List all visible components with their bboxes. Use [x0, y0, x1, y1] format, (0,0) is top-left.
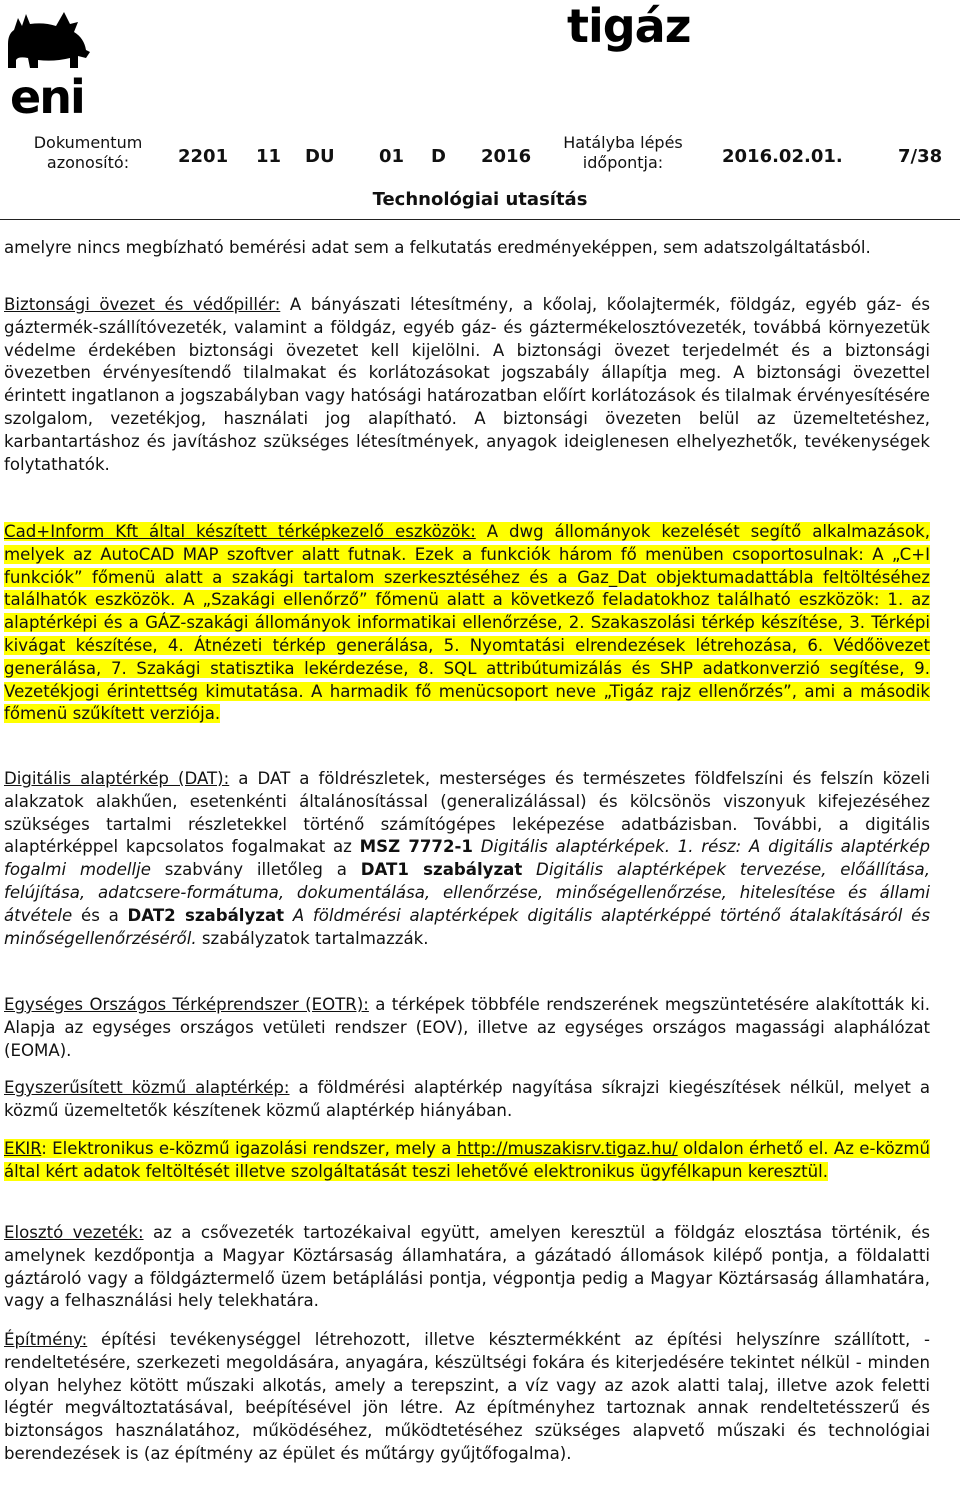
- paragraph-ekir: [4, 1138, 930, 1184]
- doc-id-part-1: 2201: [178, 146, 229, 167]
- doc-id-part-2: 11: [256, 146, 282, 167]
- tigaz-logo: tigáz: [567, 0, 691, 53]
- paragraph-text: amelyre nincs megbízható bemérési adat sem a felkutatás eredményeképpen, sem adatszolgáltatásból.: [4, 238, 871, 257]
- paragraph-dat: [4, 768, 930, 950]
- term-definition: A bányászati létesítmény, a kőolaj, kőolajtermék, földgáz, egyéb gáz- és gáztermék-szállítóvezeték, valamint a földgáz, egyéb gáz- és gáztermékelosztóvezeték, továbbá környezetük védelme érdekében biztonsági övezetet kell kijelölni. A biztonsági övezet terjedelmét és a biztonsági övezetben érvényesítendő tilalmakat és korlátozásokat jogszabály állapítja meg. A biztonsági övezettel érintett ingatlanon a jogszabályban vagy hatósági határozatban előírt korlátozások és tilalmak érvényesítésére szolgalom, vezetékjog, használati jog alapítható. A biztonsági övezeten belül az üzemeltetéshez, karbantartáshoz és javításhoz szükséges létesítmények, anyagok ideiglenesen elhelyezhetők, tevékenységek folytathatók.: [4, 295, 930, 474]
- doc-id-label-line1: Dokumentum: [33, 133, 143, 152]
- standard-ref: MSZ 7772-1: [359, 837, 473, 857]
- eni-wordmark: eni: [10, 70, 84, 124]
- regulation-ref: DAT2 szabályzat: [127, 905, 285, 925]
- regulation-title: A földmérési alaptérképek digitális alaptérképpé történő átalakításáról és minőségellenőrzéséről.: [4, 905, 930, 948]
- effective-label-line1: Hatályba lépés: [563, 133, 683, 152]
- doc-id-part-6: 2016: [481, 146, 532, 167]
- regulation-title: Digitális alaptérképek tervezése, előállítása, felújítása, adatcsere-formátuma, dokumentálása, ellenőrzése, minőségellenőrzése, hitelesítése és állami átvétele: [4, 860, 930, 925]
- term-definition: a DAT a földrészletek, mesterséges és természetes földfelszíni és felszín közeli alakzatok alakhűen, esetenkénti általánosítással (generalizálással) és kölcsönös viszonyuk kifejezéséhez szükséges tartalmi részletekkel történő számítógépes leképezése adatbázisban. További, a digitális alaptérképpel kapcsolatos fogalmakat az: [4, 769, 930, 857]
- doc-id-label-line2: azonosító:: [46, 153, 130, 172]
- page-number: 7/38: [898, 146, 943, 167]
- effective-date: 2016.02.01.: [722, 146, 843, 167]
- term-definition: építési tevékenységgel létrehozott, illetve késztermékként az építési helyszínre szállított, - rendeltetésére, szerkezeti megoldására, anyagára, készültségi fokára és kiterjedésére tekintet nélkül - minden olyan helyhez kötött műszaki alkotás, amely a terepszint, a víz vagy az azok alatti talaj, illetve azok feletti légtér megváltoztatásával, beépítésével jön létre. Az építményhez tartoznak annak rendeltetésszerű és biztonságos használatához, működéséhez, működtetéséhez szükséges alapvető műszaki és technológiai berendezések is (az építmény az épület és műtárgy gyűjtőfogalma).: [4, 1330, 930, 1463]
- effective-label-line2: időpontja:: [582, 153, 664, 172]
- paragraph-continuation: [4, 237, 930, 260]
- term-definition: a földmérési alaptérkép nagyítása síkrajzi kiegészítések nélkül, melyet a közmű üzemeltetők készítenek közmű alaptérkép hiányában.: [4, 1078, 930, 1120]
- term-definition: szabályzatok tartalmazzák.: [196, 928, 429, 948]
- document-title: Technológiai utasítás: [372, 189, 588, 210]
- term-definition: : Elektronikus e-közmű igazolási rendszer, mely a: [41, 1139, 457, 1158]
- doc-id-part-5: D: [431, 146, 446, 167]
- term-label: EKIR: [4, 1139, 42, 1158]
- term-definition: A dwg állományok kezelését segítő alkalmazások, melyek az AutoCAD MAP szoftver alatt futnak. Ezek a funkciók három fő menüben csoportosulnak: A „C+I funkciók” főmenü alatt a szakági tartalom szerkesztéséhez és a Gaz_Dat objektumadattábla feltöltéséhez találhatók eszközök. A „Szakági ellenőrző” főmenü alatt a következő feladatokhoz található eszközök: 1. az alaptérképi és a GÁZ-szakági állományok informatikai ellenőrzése, 2. Szakaszolási térkép készítése, 3. Térképi kivágat készítése, 4. Átnézeti térkép generálása, 5. Nyomtatási elrendezések létrehozása, 6. Védőövezet generálása, 7. Szakági statisztika lekérdezése, 8. SQL attribútumizálás és SHP adatkonverzió segítése, 9. Vezetékjogi érintettség kimutatása. A harmadik fő menücsoport neve „Tigáz rajz ellenőrzés”, ami a második főmenü szűkített verziója.: [4, 522, 930, 724]
- doc-id-part-4: 01: [379, 146, 405, 167]
- paragraph-biztonsagi-ovezet: [4, 294, 930, 476]
- effective-date-label: [548, 133, 698, 173]
- term-label: Cad+Inform Kft által készített térképkezelő eszközök:: [4, 522, 476, 541]
- paragraph-cad-inform: [4, 521, 930, 726]
- paragraph-epitmeny: [4, 1329, 930, 1466]
- term-label: Egyszerűsített közmű alaptérkép:: [4, 1078, 290, 1097]
- term-definition: a térképek többféle rendszerének megszüntetésére alakították ki. Alapja az egységes országos vetületi rendszer (EOV), illetve az egységes országos magassági alaphálózat (EOMA).: [4, 995, 930, 1060]
- term-label: Biztonsági övezet és védőpillér:: [4, 295, 281, 314]
- doc-id-label: [18, 133, 158, 173]
- term-label: Digitális alaptérkép (DAT):: [4, 769, 230, 788]
- paragraph-kozmu-alapterkep: [4, 1077, 930, 1123]
- term-label: Építmény:: [4, 1330, 88, 1349]
- term-definition: oldalon érhető el. Az e-közmű által kért adatok feltöltését illetve szolgáltatását teszi lehetővé elektronikus ügyfélkapun keresztül.: [4, 1139, 931, 1181]
- doc-id-part-3: DU: [305, 146, 335, 167]
- standard-title: Digitális alaptérképek. 1. rész: A digitális alaptérkép fogalmi modellje: [4, 837, 931, 880]
- eni-dog-icon: [4, 4, 96, 74]
- header-divider: [0, 219, 960, 220]
- paragraph-eloszto-vezetek: [4, 1222, 930, 1313]
- term-definition: szabvány illetőleg a: [150, 860, 361, 880]
- regulation-ref: DAT1 szabályzat: [360, 860, 523, 880]
- paragraph-eotr: [4, 994, 930, 1062]
- ekir-link[interactable]: http://muszakisrv.tigaz.hu/: [456, 1139, 678, 1158]
- term-definition: az a csővezeték tartozékaival együtt, amelyen keresztül a földgáz elosztása történik, és amelynek kezdőpontja a Magyar Köztársaság államhatára, a gázátadó állomások kilépő pontja, a földalatti gáztároló vagy a földgáztermelő üzem betáplálási pontja, végpontja pedig a Magyar Köztársaság államhatára, vagy a felhasználási hely telekhatára.: [4, 1223, 930, 1311]
- term-definition: és a: [72, 905, 128, 925]
- term-label: Egységes Országos Térképrendszer (EOTR):: [4, 995, 369, 1014]
- eni-logo: [4, 4, 96, 124]
- term-label: Elosztó vezeték:: [4, 1223, 144, 1242]
